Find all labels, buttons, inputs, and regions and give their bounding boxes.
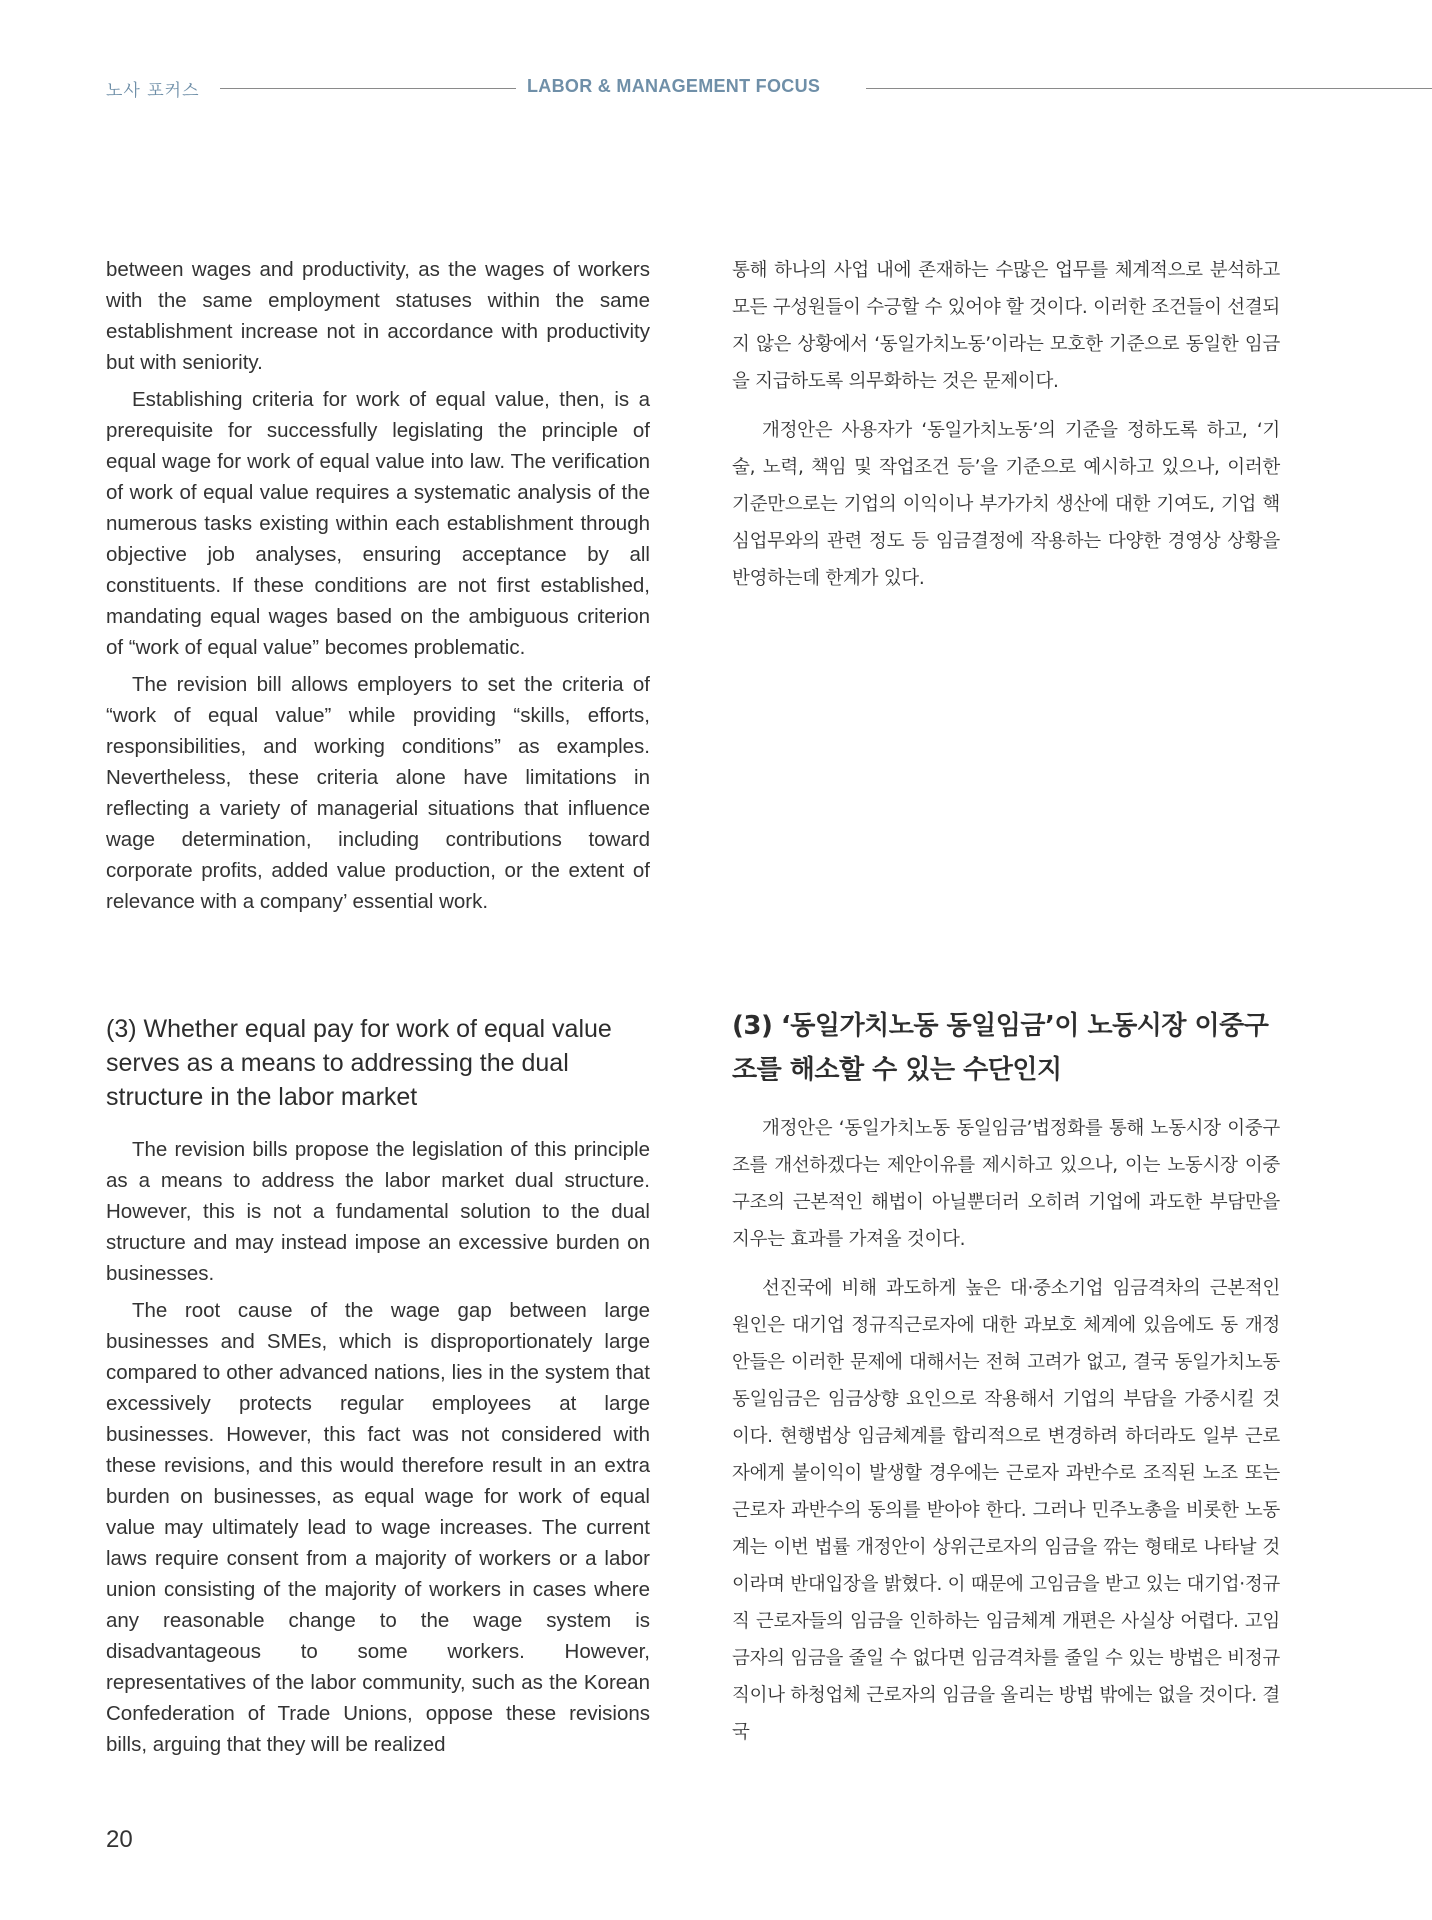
english-column-top	[106, 254, 650, 923]
header-korean-title: 노사 포커스	[106, 81, 200, 101]
english-paragraph-1: between wages and productivity, as the wages of workers with the same employment statuses within the same establishment increase not in accordance with productivity but with seniority.	[106, 258, 650, 374]
english-paragraph-4: The revision bills propose the legislation of this principle as a means to address the labor market dual structure. However, this is not a fundamental solution to the dual structure and may instead impose an excessive burden on businesses.	[106, 1138, 650, 1285]
english-column-bottom	[106, 1134, 650, 1766]
korean-paragraph-3: 개정안은 ‘동일가치노동 동일임금’법정화를 통해 노동시장 이중구조를 개선하겠다는 제안이유를 제시하고 있으나, 이는 노동시장 이중구조의 근본적인 해법이 아닐뿐더러 오히려 기업에 과도한 부담만을 지우는 효과를 가져올 것이다.	[732, 1118, 1280, 1250]
english-paragraph-2: Establishing criteria for work of equal value, then, is a prerequisite for successfully legislating the principle of equal wage for work of equal value into law. The verification of work of equal value requires a systematic analysis of the numerous tasks existing within each establishment through objective job analyses, ensuring acceptance by all constituents. If these conditions are not first established, mandating equal wages based on the ambiguous criterion of “work of equal value” becomes problematic.	[106, 388, 650, 659]
korean-column-bottom	[732, 1110, 1280, 1763]
korean-section-heading: (3) ‘동일가치노동 동일임금’이 노동시장 이중구조를 해소할 수 있는 수단인지	[732, 1011, 1269, 1085]
korean-paragraph-2: 개정안은 사용자가 ‘동일가치노동’의 기준을 정하도록 하고, ‘기술, 노력, 책임 및 작업조건 등’을 기준으로 예시하고 있으나, 이러한 기준만으로는 기업의 이익이나 부가가치 생산에 대한 기여도, 기업 핵심업무와의 관련 정도 등 임금결정에 작용하는 다양한 경영상 상황을 반영하는데 한계가 있다.	[732, 420, 1280, 589]
korean-paragraph-1: 통해 하나의 사업 내에 존재하는 수많은 업무를 체계적으로 분석하고 모든 구성원들이 수긍할 수 있어야 할 것이다. 이러한 조건들이 선결되지 않은 상황에서 ‘동일가치노동’이라는 모호한 기준으로 동일한 임금을 지급하도록 의무화하는 것은 문제이다.	[732, 260, 1280, 392]
korean-paragraph-4: 선진국에 비해 과도하게 높은 대·중소기업 임금격차의 근본적인 원인은 대기업 정규직근로자에 대한 과보호 체계에 있음에도 동 개정안들은 이러한 문제에 대해서는 전혀 고려가 없고, 결국 동일가치노동 동일임금은 임금상향 요인으로 작용해서 기업의 부담을 가중시킬 것이다. 현행법상 임금체계를 합리적으로 변경하려 하더라도 일부 근로자에게 불이익이 발생할 경우에는 근로자 과반수로 조직된 노조 또는 근로자 과반수의 동의를 받아야 한다. 그러나 민주노총을 비롯한 노동계는 이번 법률 개정안이 상위근로자의 임금을 깎는 형태로 나타날 것이라며 반대입장을 밝혔다. 이 때문에 고임금을 받고 있는 대기업·정규직 근로자들의 임금을 인하하는 임금체계 개편은 사실상 어렵다. 고임금자의 임금을 줄일 수 없다면 임금격차를 줄일 수 있는 방법은 비정규직이나 하청업체 근로자의 임금을 올리는 방법 밖에는 없을 것이다. 결국	[732, 1278, 1280, 1743]
header-rule-left	[220, 88, 516, 89]
page-number: 20	[106, 1826, 133, 1853]
korean-column-top	[732, 252, 1280, 609]
english-section-heading: (3) Whether equal pay for work of equal value serves as a means to addressing the dual structure in the labor market	[106, 1015, 612, 1111]
english-paragraph-5: The root cause of the wage gap between large businesses and SMEs, which is disproportionately large compared to other advanced nations, lies in the system that excessively protects regular employees at large businesses. However, this fact was not considered with these revisions, and this would therefore result in an extra burden on businesses, as equal wage for work of equal value may ultimately lead to wage increases. The current laws require consent from a majority of workers or a labor union consisting of the majority of workers in cases where any reasonable change to the wage system is disadvantageous to some workers. However, representatives of the labor community, such as the Korean Confederation of Trade Unions, oppose these revisions bills, arguing that they will be realized	[106, 1299, 650, 1756]
header-rule-right	[866, 88, 1432, 89]
header-english-title: LABOR & MANAGEMENT FOCUS	[527, 76, 821, 96]
running-header	[0, 76, 1432, 100]
english-paragraph-3: The revision bill allows employers to set the criteria of “work of equal value” while providing “skills, efforts, responsibilities, and working conditions” as examples. Nevertheless, these criteria alone have limitations in reflecting a variety of managerial situations that influence wage determination, including contributions toward corporate profits, added value production, or the extent of relevance with a company’ essential work.	[106, 673, 650, 913]
